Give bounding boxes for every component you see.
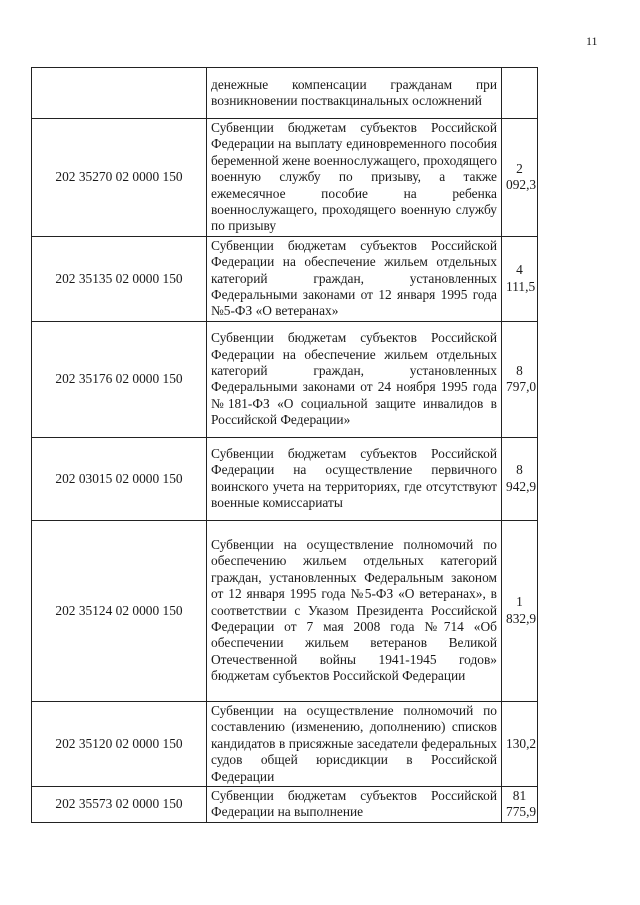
page-number: 11 <box>586 34 598 48</box>
budget-code-cell: 202 35176 02 0000 150 <box>32 321 207 437</box>
amount-cell: 130,2 <box>502 701 538 786</box>
description-cell: Субвенции на осуществление полномочий по обеспечению жильем отдельных категорий граждан, установленных Федеральным законом от 12 января 1995 года №5-ФЗ «О ветеранах», в соответствии с Указом Президента Российской Федерации от 7 мая 2008 года №714 «Об обеспечении жильем ветеранов Великой Отечественной войны 1941-1945 годов» бюджетам субъектов Российской Федерации <box>207 520 502 701</box>
amount-cell <box>502 68 538 119</box>
amount-cell: 2 092,3 <box>502 119 538 237</box>
budget-code-cell <box>32 68 207 119</box>
description-cell: Субвенции бюджетам субъектов Российской Федерации на осуществление первичного воинского учета на территориях, где отсутствуют военные комиссариаты <box>207 437 502 520</box>
amount-cell: 4 111,5 <box>502 236 538 321</box>
description-cell: денежные компенсации гражданам при возникновении поствакцинальных осложнений <box>207 68 502 119</box>
budget-code-cell: 202 03015 02 0000 150 <box>32 437 207 520</box>
amount-cell: 81 775,9 <box>502 786 538 822</box>
amount-cell: 8 797,0 <box>502 321 538 437</box>
budget-code-cell: 202 35270 02 0000 150 <box>32 119 207 237</box>
description-cell: Субвенции на осуществление полномочий по составлению (изменению, дополнению) списков кандидатов в присяжные заседатели федеральных судов общей юрисдикции в Российской Федерации <box>207 701 502 786</box>
table-row <box>32 321 538 437</box>
table-row <box>32 520 538 701</box>
budget-code-cell: 202 35124 02 0000 150 <box>32 520 207 701</box>
table-row <box>32 236 538 321</box>
table-row <box>32 437 538 520</box>
budget-table <box>31 67 538 823</box>
description-cell <box>207 786 502 822</box>
budget-code-cell: 202 35573 02 0000 150 <box>32 786 207 822</box>
budget-code-cell: 202 35120 02 0000 150 <box>32 701 207 786</box>
description-cell: Субвенции бюджетам субъектов Российской Федерации на обеспечение жильем отдельных категорий граждан, установленных Федеральными законами от 24 ноября 1995 года №181-ФЗ «О социальной защите инвалидов в Российской Федерации» <box>207 321 502 437</box>
amount-cell: 1 832,9 <box>502 520 538 701</box>
amount-cell: 8 942,9 <box>502 437 538 520</box>
table-row <box>32 701 538 786</box>
table-row <box>32 119 538 237</box>
budget-code-cell: 202 35135 02 0000 150 <box>32 236 207 321</box>
description-cell: Субвенции бюджетам субъектов Российской Федерации на обеспечение жильем отдельных категорий граждан, установленных Федеральными законами от 12 января 1995 года №5-ФЗ «О ветеранах» <box>207 236 502 321</box>
description-cell: Субвенции бюджетам субъектов Российской Федерации на выплату единовременного пособия беременной жене военнослужащего, проходящего военную службу по призыву, а также ежемесячное пособие на ребенка военнослужащего, проходящего военную службу по призыву <box>207 119 502 237</box>
description-text: Субвенции бюджетам субъектов Российской Федерации на выполнение <box>211 787 497 820</box>
table-row <box>32 68 538 119</box>
table-row <box>32 786 538 822</box>
